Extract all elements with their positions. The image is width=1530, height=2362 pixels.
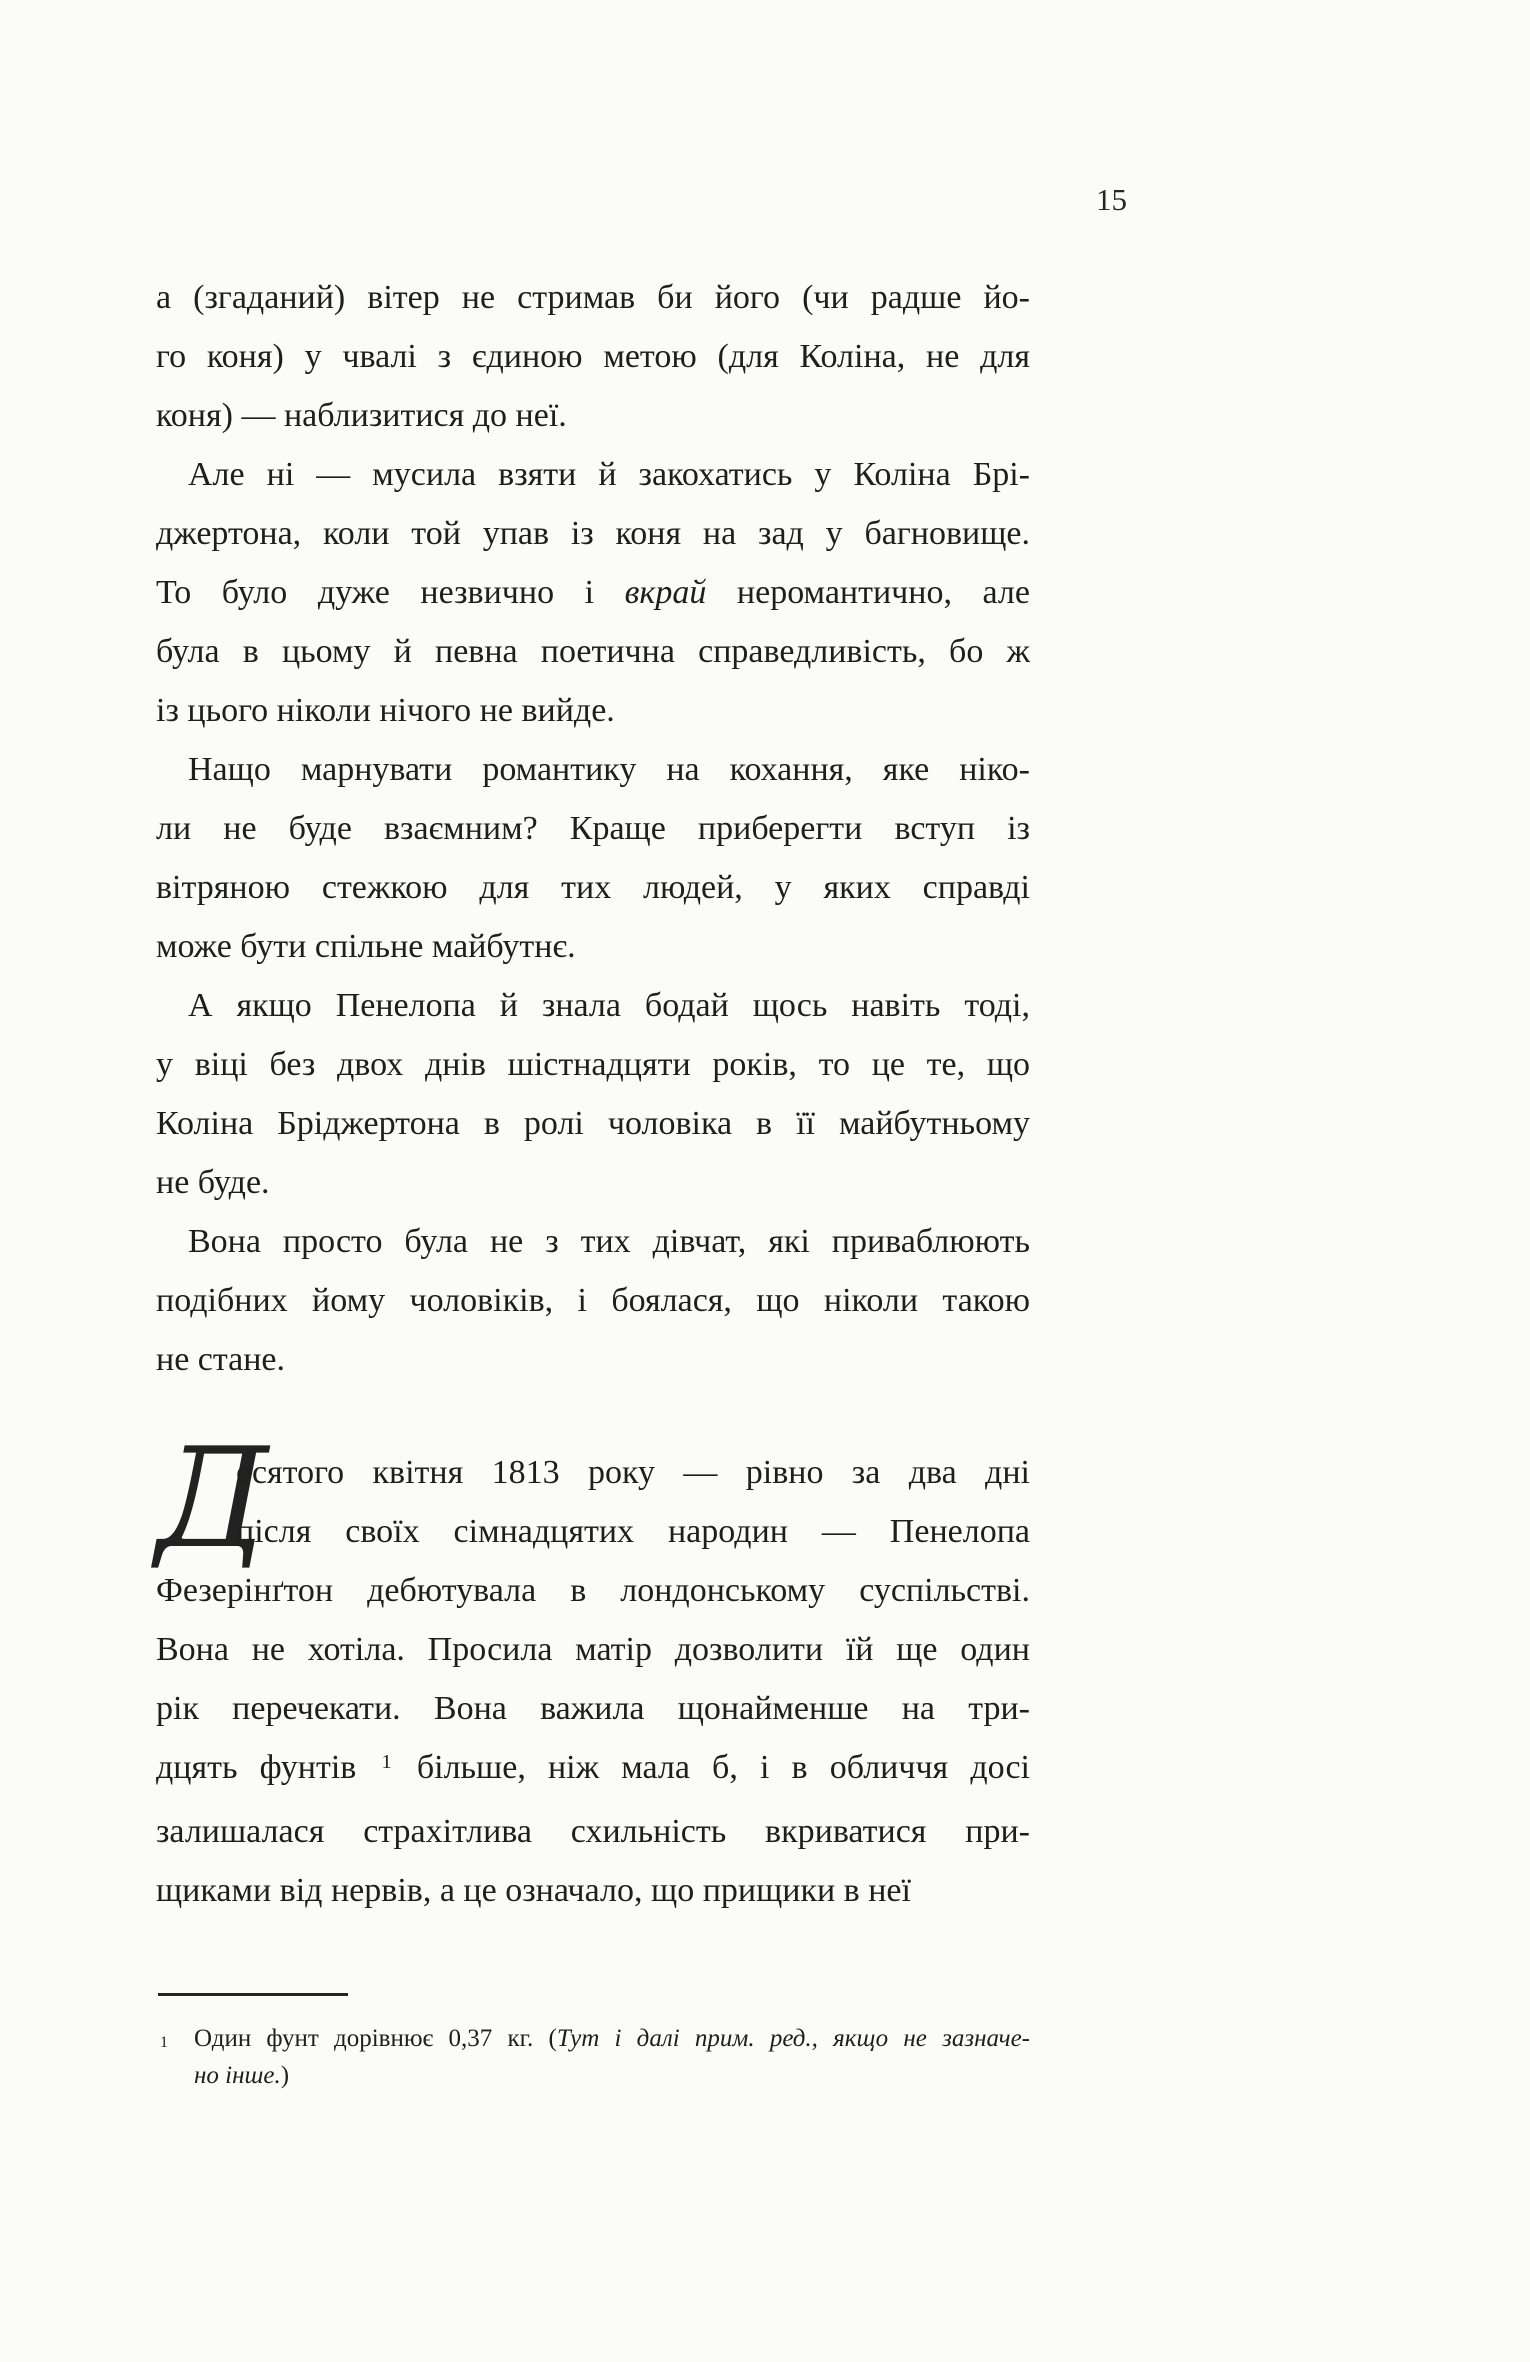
text-segment: не стане.: [156, 1341, 286, 1378]
text-segment: вітряною стежкою для тих людей, у яких справді: [156, 869, 1030, 906]
text-line: [156, 1802, 1030, 1861]
text-segment: Тут і далі прим. ред., якщо не зазначе-: [556, 2025, 1031, 2052]
text-segment: коня) — наблизитися до неї.: [156, 397, 567, 434]
text-segment: вкрай: [624, 574, 707, 611]
text-line: [156, 1212, 1030, 1271]
text-line: [156, 1861, 1030, 1920]
text-line: [156, 1502, 1030, 1561]
text-segment: есятого квітня 1813 року — рівно за два дні: [236, 1454, 1030, 1491]
text-segment: дцять фунтів: [156, 1749, 379, 1786]
text-line: [156, 1094, 1030, 1153]
text-segment: ): [280, 2062, 290, 2089]
text-segment: а (згаданий) вітер не стримав би його (чи радше йо-: [156, 279, 1030, 316]
text-segment: го коня) у чвалі з єдиною метою (для Коліна, не для: [156, 338, 1030, 375]
text-segment: більше, ніж мала б, і в обличчя досі: [394, 1749, 1031, 1786]
footnote-body: [156, 2020, 1030, 2094]
paragraph: [156, 740, 1030, 976]
text-segment: після своїх сімнадцятих народин — Пенелопа: [236, 1513, 1030, 1550]
text-segment: не буде.: [156, 1164, 270, 1201]
text-line: [156, 1330, 1030, 1389]
drop-cap: Д: [156, 1418, 265, 1579]
footnote-reference: 1: [381, 1750, 392, 1773]
text-segment: із цього ніколи нічого не вийде.: [156, 692, 615, 729]
text-line: [156, 917, 1030, 976]
text-segment: неромантично, але: [706, 574, 1030, 611]
text-line: [156, 563, 1030, 622]
footnote-rule: [158, 1993, 348, 1996]
text-segment: Нащо марнувати романтику на кохання, яке ніко-: [188, 751, 1030, 788]
text-segment: залишалася страхітлива схильність вкриватися при-: [156, 1813, 1030, 1850]
paragraph: [156, 976, 1030, 1212]
text-line: [156, 445, 1030, 504]
text-segment: А якщо Пенелопа й знала бодай щось навіть тоді,: [188, 987, 1030, 1024]
paragraph: [156, 268, 1030, 445]
text-line: [156, 858, 1030, 917]
text-line: [156, 799, 1030, 858]
footnote-marker: 1: [160, 2034, 168, 2051]
text-line: [194, 2057, 1030, 2094]
text-line: [156, 1153, 1030, 1212]
text-segment: Коліна Бріджертона в ролі чоловіка в її майбутньому: [156, 1105, 1030, 1142]
text-line: [156, 1738, 1030, 1802]
text-block: [156, 268, 1030, 1920]
text-segment: ли не буде взаємним? Краще приберегти вступ із: [156, 810, 1030, 847]
text-segment: То було дуже незвично і: [156, 574, 625, 611]
footnote: [156, 1993, 1030, 2094]
text-line: [156, 740, 1030, 799]
text-line: [156, 1679, 1030, 1738]
text-segment: Вона просто була не з тих дівчат, які приваблюють: [188, 1223, 1030, 1260]
text-segment: но інше.: [194, 2062, 281, 2089]
text-segment: Фезерінґтон дебютувала в лондонському суспільстві.: [156, 1572, 1030, 1609]
text-segment: рік перечекати. Вона важила щонайменше на три-: [156, 1690, 1030, 1727]
paragraph: [156, 1212, 1030, 1389]
text-line: [156, 386, 1030, 445]
text-segment: подібних йому чоловіків, і боялася, що ніколи такою: [156, 1282, 1030, 1319]
text-segment: щиками від нервів, а це означало, що прищики в неї: [156, 1872, 911, 1909]
text-segment: Один фунт дорівнює 0,37 кг. (: [194, 2025, 557, 2052]
text-segment: може бути спільне майбутнє.: [156, 928, 576, 965]
text-segment: була в цьому й певна поетична справедливість, бо ж: [156, 633, 1030, 670]
text-line: [156, 1620, 1030, 1679]
text-line: [156, 1561, 1030, 1620]
text-segment: у віці без двох днів шістнадцяти років, то це те, що: [156, 1046, 1030, 1083]
text-line: [156, 622, 1030, 681]
text-line: [194, 2020, 1030, 2057]
text-line: [156, 1443, 1030, 1502]
text-segment: Вона не хотіла. Просила матір дозволити їй ще один: [156, 1631, 1030, 1668]
text-line: [156, 681, 1030, 740]
text-line: [156, 1271, 1030, 1330]
text-line: [156, 976, 1030, 1035]
text-segment: Але ні — мусила взяти й закохатись у Коліна Брі-: [188, 456, 1030, 493]
text-line: [156, 1035, 1030, 1094]
paragraph: [156, 445, 1030, 740]
text-line: [156, 327, 1030, 386]
text-segment: джертона, коли той упав із коня на зад у багновище.: [156, 515, 1030, 552]
paragraph-with-drop-cap: [156, 1418, 1031, 1920]
page-number: 15: [1096, 182, 1127, 217]
footnote-lines: [194, 2020, 1030, 2094]
text-line: [156, 504, 1030, 563]
text-line: [156, 268, 1030, 327]
